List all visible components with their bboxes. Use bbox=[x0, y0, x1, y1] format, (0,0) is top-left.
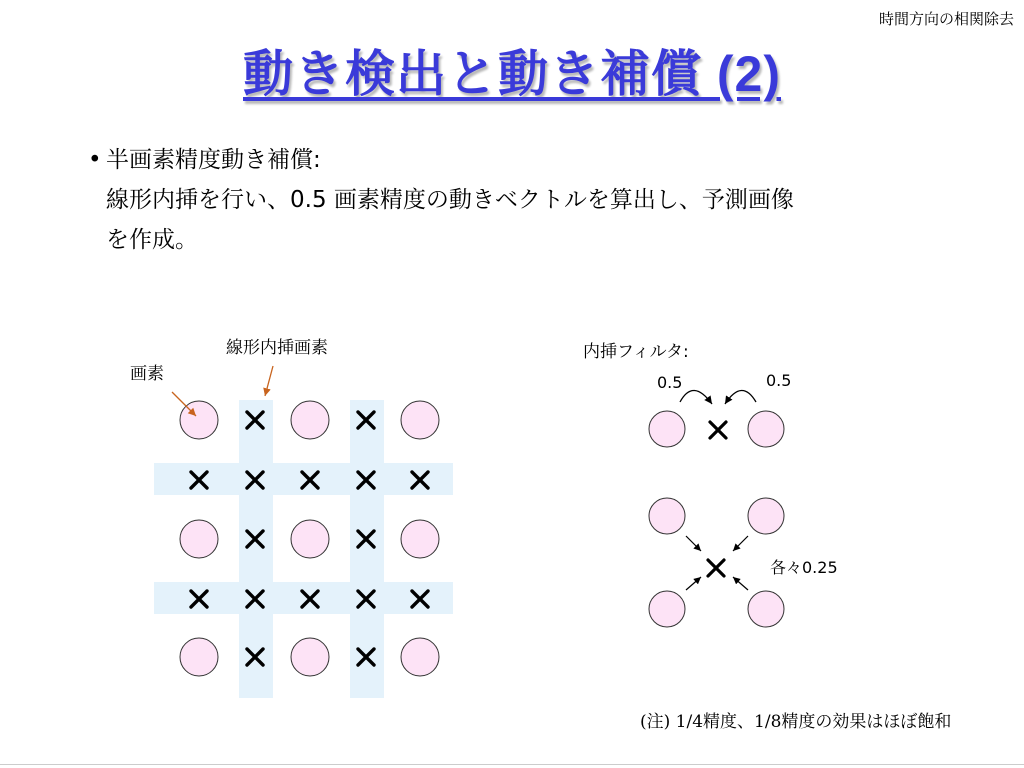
pixel-circle bbox=[291, 520, 329, 558]
footer-divider bbox=[0, 764, 1024, 765]
pixel-circle bbox=[180, 638, 218, 676]
pixel-circle bbox=[401, 520, 439, 558]
bullet-line-3: を作成。 bbox=[106, 227, 198, 253]
pixel-grid bbox=[180, 401, 439, 676]
pixel-label: 画素 bbox=[130, 364, 164, 384]
filter-pixel-left bbox=[649, 411, 685, 447]
filter-pixel-br bbox=[748, 591, 784, 627]
weight-arrow-tl bbox=[686, 536, 701, 551]
bullet-line-2: 線形内挿を行い、0.5 画素精度の動きベクトルを算出し、予測画像 bbox=[106, 187, 794, 213]
bullet-heading: 半画素精度動き補償: bbox=[106, 147, 321, 173]
band-column-2 bbox=[350, 400, 384, 698]
weight-left-label: 0.5 bbox=[657, 373, 683, 392]
weight-each-label: 各々0.25 bbox=[770, 558, 838, 577]
filter-half-pel bbox=[649, 390, 784, 447]
pixel-circle bbox=[180, 401, 218, 439]
weight-arrow-bl bbox=[686, 577, 701, 590]
weight-arrow-left bbox=[680, 390, 712, 404]
weight-arrow-br bbox=[733, 577, 748, 590]
filter-cross-bottom bbox=[708, 560, 724, 576]
pixel-circle bbox=[401, 401, 439, 439]
band-column-1 bbox=[239, 400, 273, 698]
filter-cross-top bbox=[710, 422, 726, 438]
pixel-circle bbox=[180, 520, 218, 558]
weight-arrow-right bbox=[725, 390, 756, 404]
filter-quarter-pel bbox=[649, 498, 784, 627]
filter-pixel-bl bbox=[649, 591, 685, 627]
interp-pixel-label: 線形内挿画素 bbox=[226, 338, 328, 358]
weight-arrow-tr bbox=[733, 536, 748, 551]
filter-pixel-tl bbox=[649, 498, 685, 534]
weight-right-label: 0.5 bbox=[766, 371, 792, 390]
page-title: 動き検出と動き補償 (2) bbox=[243, 46, 781, 102]
pixel-circle bbox=[401, 638, 439, 676]
footnote: (注) 1/4精度、1/8精度の効果はほぼ飽和 bbox=[640, 712, 952, 732]
bullet-marker: • bbox=[88, 147, 102, 173]
filter-title: 内挿フィルタ: bbox=[583, 342, 689, 362]
interp-pointer-arrow bbox=[265, 366, 273, 396]
pixel-circle bbox=[291, 401, 329, 439]
filter-pixel-right bbox=[748, 411, 784, 447]
pixel-circle bbox=[291, 638, 329, 676]
section-label: 時間方向の相関除去 bbox=[878, 10, 1014, 28]
filter-pixel-tr bbox=[748, 498, 784, 534]
